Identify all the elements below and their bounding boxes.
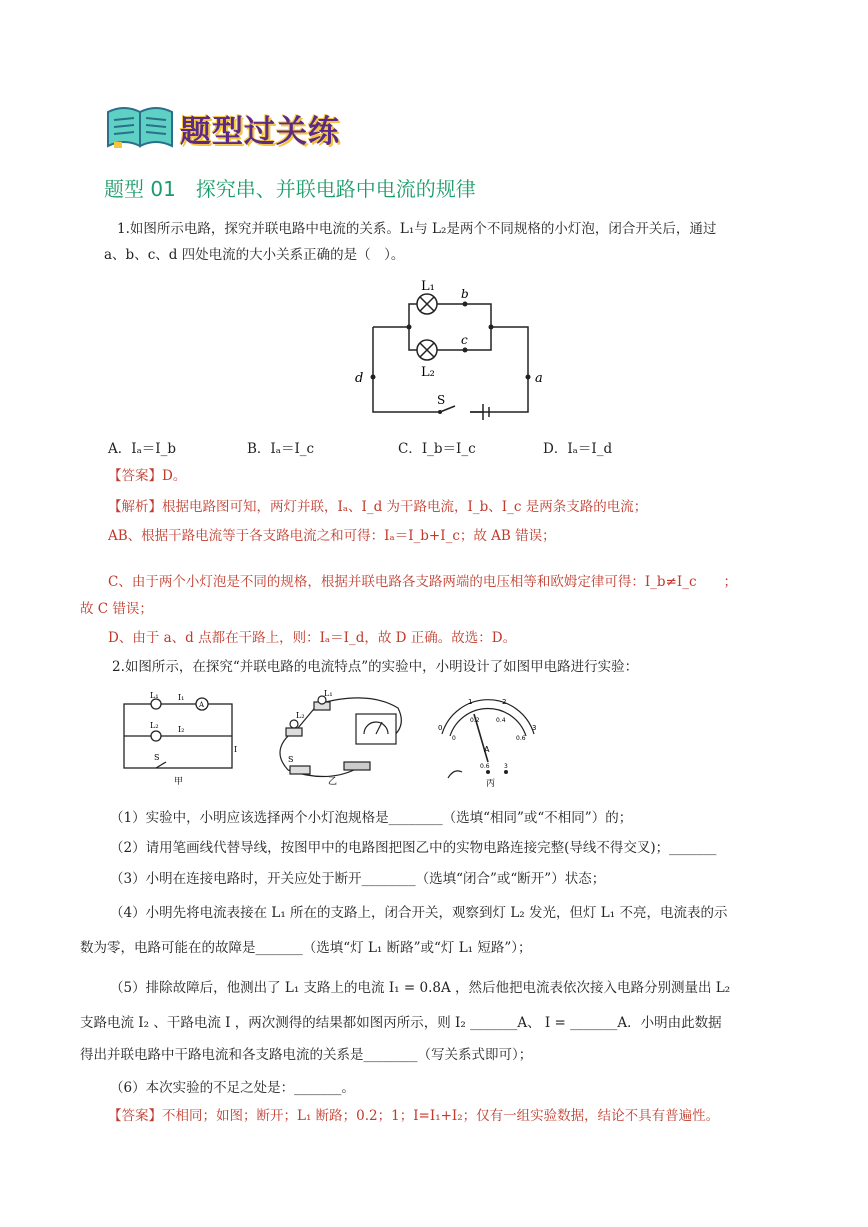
fig-jia-l2: L₂ [150, 721, 159, 730]
q2-p6: （6）本次实验的不足之处是：_______。 [110, 1080, 355, 1096]
q1-circuit-diagram [345, 272, 545, 422]
fig-bing-bot-2: 0.4 [496, 717, 506, 724]
q2-answer-text: 不相同；如图；断开；L₁ 断路；0.2；1；I=I₁+I₂；仅有一组实验数据，结论不具有普遍性。 [162, 1108, 720, 1124]
fig-bing-term-3: 3 [504, 763, 508, 770]
q1-option-a: A．Iₐ＝I_b [108, 441, 177, 457]
q2-p5b: 支路电流 I₂ 、干路电流 I ，两次测得的结果都如图丙所示，则 I₂ _______A、 I = _______A．小明由此数据 [80, 1015, 722, 1031]
q2-answer-tag: 【答案】 [108, 1108, 162, 1124]
fig-bing-top-3: 3 [532, 724, 537, 732]
q2-p5c: 得出并联电路中干路电流和各支路电流的关系是________（写关系式即可）； [80, 1047, 533, 1063]
q2-fig-jia [118, 688, 240, 788]
q1-analysis-text: 根据电路图可知，两灯并联，Iₐ、I_d 为干路电流，I_b、I_c 是两条支路的电流； [162, 499, 648, 515]
fig-bing-top-1: 1 [468, 698, 473, 706]
q1-answer-tag: 【答案】 [108, 468, 162, 484]
q2-p4b: 数为零，电路可能在的故障是_______（选填“灯 L₁ 断路”或“灯 L₁ 短路”）； [80, 940, 532, 956]
q1-analysis-c1: C、由于两个小灯泡是不同的规格，根据并联电路各支路两端的电压相等和欧姆定律可得：I_b≠I_c ； [108, 574, 738, 590]
label-d: d [355, 371, 364, 386]
q1-option-d: D．Iₐ＝I_d [543, 441, 613, 457]
fig-jia-i2: I₂ [178, 725, 185, 734]
label-s: S [437, 393, 446, 407]
q2-stem: 2.如图所示，在探究“并联电路的电流特点”的实验中，小明设计了如图甲电路进行实验： [112, 659, 639, 675]
label-l1: L₁ [421, 279, 435, 294]
fig-bing-a: A [484, 745, 490, 754]
book-icon [104, 102, 176, 150]
q1-option-c: C．I_b＝I_c [398, 441, 476, 457]
fig-yi-caption: 乙 [328, 777, 338, 787]
fig-bing-top-0: 0 [438, 724, 443, 732]
fig-bing-bot-0: 0 [452, 735, 456, 742]
q2-answer [108, 1106, 719, 1126]
q2-p4a: （4）小明先将电流表接在 L₁ 所在的支路上，闭合开关，观察到灯 L₂ 发光，但灯 L₁ 不亮，电流表的示 [110, 905, 728, 921]
q2-p5a: （5）排除故障后，他测出了 L₁ 支路上的电流 I₁ = 0.8A ，然后他把电流表依次接入电路分别测量出 L₂ [110, 980, 731, 996]
q1-analysis-d: D、由于 a、d 点都在干路上，则：Iₐ＝I_d，故 D 正确。故选：D。 [108, 630, 517, 646]
q2-p2: （2）请用笔画线代替导线，按图甲中的电路图把图乙中的实物电路连接完整(导线不得交叉)；_______ [110, 840, 717, 856]
fig-bing-top-2: 2 [502, 698, 507, 706]
fig-yi-l2: L₂ [296, 711, 305, 720]
q1-analysis-tag: 【解析】 [108, 499, 162, 515]
q2-fig-bing [428, 692, 548, 788]
q1-stem-line1: 1.如图所示电路，探究并联电路中电流的关系。L₁与 L₂是两个不同规格的小灯泡，闭合开关后，通过 [117, 221, 717, 237]
fig-bing-bot-3: 0.6 [516, 735, 526, 742]
q2-fig-yi [258, 688, 416, 788]
banner [104, 96, 384, 156]
label-a: a [535, 371, 543, 386]
label-l2: L₂ [421, 365, 435, 380]
q2-p3: （3）小明在连接电路时，开关应处于断开________（选填“闭合”或“断开”）状态； [110, 871, 606, 887]
q1-analysis [108, 497, 647, 517]
q1-answer [108, 466, 186, 486]
q2-p1: （1）实验中，小明应该选择两个小灯泡规格是________（选填“相同”或“不相同”）的； [110, 810, 633, 826]
banner-title: 题型过关练 [180, 114, 340, 150]
fig-jia-i: I [234, 745, 238, 754]
fig-jia-caption: 甲 [174, 777, 184, 787]
fig-jia-l1: L₁ [150, 691, 159, 700]
fig-bing-bot-1: 0.2 [470, 717, 480, 724]
fig-yi-l1: L₁ [324, 689, 333, 698]
fig-jia-i1: I₁ [178, 693, 185, 702]
fig-jia-a: A [199, 701, 205, 709]
q1-stem-line2: a、b、c、d 四处电流的大小关系正确的是（ ）。 [104, 247, 405, 263]
q1-answer-text: D。 [162, 468, 187, 484]
fig-jia-s: S [154, 753, 160, 762]
label-b: b [461, 287, 469, 301]
fig-yi-s: S [288, 755, 294, 764]
fig-bing-term-06: 0.6 [480, 763, 490, 770]
q1-option-b: B．Iₐ＝I_c [247, 441, 315, 457]
q1-analysis-ab: AB、根据干路电流等于各支路电流之和可得：Iₐ＝I_b+I_c；故 AB 错误； [108, 528, 556, 544]
fig-bing-caption: 丙 [486, 779, 496, 788]
section-title: 题型 01 探究串、并联电路中电流的规律 [104, 177, 476, 201]
label-c: c [461, 333, 468, 347]
q1-analysis-c2: 故 C 错误； [80, 601, 153, 617]
